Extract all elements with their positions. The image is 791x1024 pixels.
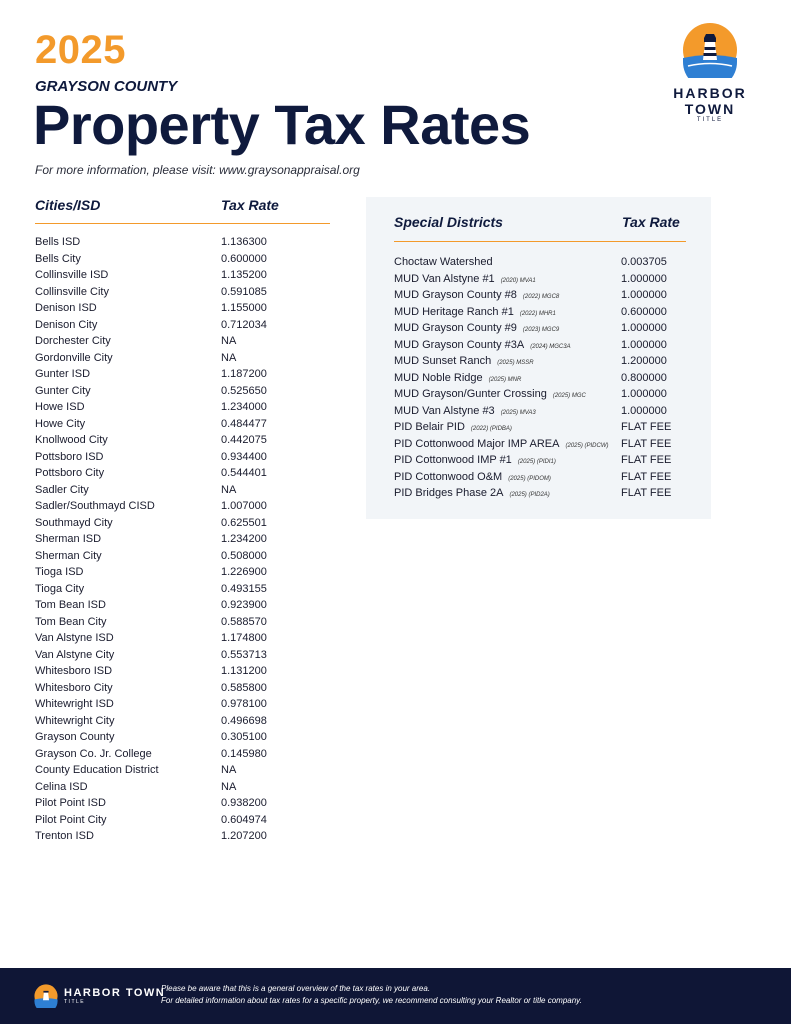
row-rate: 1.207200 xyxy=(221,830,267,842)
row-name xyxy=(35,713,221,730)
row-rate: 0.553713 xyxy=(221,648,267,661)
row-rate: 0.591085 xyxy=(221,285,267,298)
row-rate: 1.131200 xyxy=(221,665,267,677)
row-name xyxy=(394,436,621,453)
row-rate: 1.155000 xyxy=(221,302,267,314)
disclaimer xyxy=(161,983,582,1007)
district-name: Collinsville ISD xyxy=(35,269,109,281)
row-name xyxy=(35,251,221,268)
row-name xyxy=(35,696,221,713)
year: 2025 xyxy=(35,28,126,72)
district-code: (2025) (PIDCW) xyxy=(565,442,609,449)
table-row xyxy=(35,696,330,713)
cities-col-rate: Tax Rate xyxy=(221,197,279,213)
disclaimer-line-1: Please be aware that this is a general overview of the tax rates in your area. xyxy=(161,984,431,993)
row-rate: 1.000000 xyxy=(621,272,667,285)
lighthouse-icon xyxy=(682,22,738,78)
row-name xyxy=(35,828,221,845)
district-name: MUD Grayson County #9 xyxy=(394,322,517,334)
row-rate: 0.625501 xyxy=(221,516,267,529)
row-rate: 0.800000 xyxy=(621,371,667,384)
row-rate: 0.978100 xyxy=(221,698,267,710)
row-name xyxy=(35,614,221,631)
district-name: Tioga City xyxy=(35,582,85,595)
row-rate: 1.000000 xyxy=(621,404,667,417)
row-rate: 0.544401 xyxy=(221,467,267,479)
row-rate: 0.145980 xyxy=(221,747,267,760)
table-row xyxy=(394,469,704,486)
row-rate: 0.588570 xyxy=(221,615,267,628)
row-name xyxy=(35,663,221,680)
table-row xyxy=(394,370,704,387)
district-name: Sadler City xyxy=(35,483,89,496)
table-row xyxy=(35,762,330,779)
special-col-rate: Tax Rate xyxy=(622,214,680,230)
district-name: Denison City xyxy=(35,318,98,331)
row-rate: 0.442075 xyxy=(221,434,267,446)
row-rate: FLAT FEE xyxy=(621,421,672,433)
table-row xyxy=(394,452,704,469)
district-code: (2025) (PIDOM) xyxy=(508,475,551,482)
district-name: MUD Sunset Ranch xyxy=(394,355,492,367)
district-code: (2025) (PIDI1) xyxy=(517,459,556,465)
row-rate: 1.000000 xyxy=(621,388,667,400)
row-rate: 0.508000 xyxy=(221,549,267,562)
row-name xyxy=(394,287,621,304)
table-row xyxy=(35,366,330,383)
row-name xyxy=(35,762,221,779)
district-name: MUD Grayson County #8 xyxy=(394,289,517,301)
row-rate: 0.493155 xyxy=(221,582,267,595)
row-rate: 0.525650 xyxy=(221,384,267,397)
table-row xyxy=(35,465,330,482)
harbor-town-logo xyxy=(650,22,770,123)
district-name: Whitesboro City xyxy=(35,681,113,694)
district-name: Van Alstyne City xyxy=(35,648,115,661)
table-row xyxy=(35,795,330,812)
logo-name: HARBOR TOWN xyxy=(673,85,747,117)
district-name: Gunter ISD xyxy=(35,368,91,380)
table-row xyxy=(394,485,704,502)
row-name xyxy=(35,366,221,383)
table-row xyxy=(394,386,704,403)
district-name: Knollwood City xyxy=(35,434,108,446)
row-name xyxy=(35,564,221,581)
table-row xyxy=(35,647,330,664)
row-name xyxy=(394,370,621,387)
district-code: (2022) MHR1 xyxy=(519,310,556,317)
row-name xyxy=(35,432,221,449)
table-row xyxy=(35,416,330,433)
district-code: (2025) MVA3 xyxy=(500,409,536,416)
row-name xyxy=(35,399,221,416)
district-code: (2025) MSSR xyxy=(497,360,534,366)
district-name: Tom Bean ISD xyxy=(35,599,106,611)
table-row xyxy=(394,353,704,370)
district-name: Collinsville City xyxy=(35,285,109,298)
district-name: Denison ISD xyxy=(35,302,97,314)
row-name xyxy=(35,449,221,466)
row-rate: 1.000000 xyxy=(621,338,667,351)
table-row xyxy=(35,498,330,515)
row-rate: 0.484477 xyxy=(221,417,267,430)
row-name xyxy=(35,465,221,482)
row-name xyxy=(394,403,621,420)
row-rate: 1.136300 xyxy=(221,236,267,248)
footer-logo-name: HARBOR TOWN xyxy=(64,987,166,999)
district-name: PID Belair PID xyxy=(394,421,465,433)
row-name xyxy=(35,416,221,433)
table-row xyxy=(35,399,330,416)
row-rate: 0.712034 xyxy=(221,318,267,331)
header-divider xyxy=(35,223,330,224)
row-rate: 1.000000 xyxy=(621,322,667,334)
row-rate: 0.604974 xyxy=(221,813,267,826)
row-rate: 1.234200 xyxy=(221,533,267,545)
table-row xyxy=(394,271,704,288)
row-rate: 0.600000 xyxy=(221,252,267,265)
table-row xyxy=(35,779,330,796)
cities-rows xyxy=(35,234,330,845)
row-name xyxy=(35,548,221,565)
district-name: MUD Van Alstyne #1 xyxy=(394,272,495,285)
lighthouse-icon xyxy=(34,984,58,1008)
county-name: GRAYSON COUNTY xyxy=(35,78,178,95)
table-row xyxy=(35,713,330,730)
district-name: MUD Grayson/Gunter Crossing xyxy=(394,388,547,400)
district-name: Pottsboro City xyxy=(35,467,105,479)
table-row xyxy=(35,663,330,680)
row-name xyxy=(35,498,221,515)
district-name: Pilot Point ISD xyxy=(35,797,106,809)
cities-header xyxy=(35,197,330,219)
row-name xyxy=(35,284,221,301)
table-row xyxy=(35,746,330,763)
cities-col-name: Cities/ISD xyxy=(35,197,101,213)
special-col-name: Special Districts xyxy=(394,214,503,230)
district-name: Bells City xyxy=(35,252,81,265)
row-name xyxy=(35,812,221,829)
row-name xyxy=(394,353,621,370)
special-divider xyxy=(394,241,686,242)
district-name: PID Cottonwood O&M xyxy=(394,470,503,483)
table-row xyxy=(35,482,330,499)
district-name: Whitesboro ISD xyxy=(35,665,113,677)
row-name xyxy=(35,267,221,284)
row-rate: NA xyxy=(221,780,237,793)
row-name xyxy=(394,469,621,486)
table-row xyxy=(35,350,330,367)
district-code: (2022) MGC8 xyxy=(522,294,560,300)
district-name: Dorchester City xyxy=(35,335,111,347)
table-row xyxy=(35,531,330,548)
table-row xyxy=(394,436,704,453)
table-row xyxy=(394,254,704,271)
district-name: Sherman City xyxy=(35,549,102,562)
row-name xyxy=(35,729,221,746)
district-name: MUD Grayson County #3A xyxy=(394,338,525,351)
row-rate: 1.226900 xyxy=(221,566,267,578)
district-name: Grayson Co. Jr. College xyxy=(35,747,152,760)
table-row xyxy=(35,515,330,532)
row-rate: 1.187200 xyxy=(221,368,267,380)
table-row xyxy=(35,680,330,697)
row-rate: NA xyxy=(221,483,237,496)
footer-logo xyxy=(34,984,165,1008)
district-code: (2020) MVA1 xyxy=(500,277,536,284)
footer-logo-sub: TITLE xyxy=(64,999,86,1005)
row-name xyxy=(35,482,221,499)
row-name xyxy=(35,779,221,796)
district-name: Trenton ISD xyxy=(35,830,94,842)
row-name xyxy=(394,271,621,288)
district-name: Grayson County xyxy=(35,731,115,743)
table-row xyxy=(35,234,330,251)
row-name xyxy=(35,300,221,317)
district-name: MUD Van Alstyne #3 xyxy=(394,404,495,417)
district-code: (2024) MGC3A xyxy=(530,343,571,350)
table-row xyxy=(35,449,330,466)
row-name xyxy=(394,419,621,436)
table-row xyxy=(35,828,330,845)
row-name xyxy=(394,254,621,271)
row-name xyxy=(35,630,221,647)
table-row xyxy=(35,432,330,449)
page-title: Property Tax Rates xyxy=(33,93,531,156)
info-line: For more information, please visit: www.graysonappraisal.org xyxy=(35,163,360,177)
table-row xyxy=(35,729,330,746)
district-name: Howe ISD xyxy=(35,401,85,413)
logo-sub: TITLE xyxy=(696,117,724,123)
row-name xyxy=(394,337,621,354)
row-rate: 1.174800 xyxy=(221,632,267,644)
district-name: Pilot Point City xyxy=(35,813,107,826)
row-rate: 1.200000 xyxy=(621,355,667,367)
district-name: Celina ISD xyxy=(35,780,88,793)
disclaimer-line-2: For detailed information about tax rates for a specific property, we recommend consulting your Realtor or title company. xyxy=(161,996,582,1005)
table-row xyxy=(35,564,330,581)
district-code: (2023) MGC9 xyxy=(522,327,560,333)
district-code: (2022) (PIDBA) xyxy=(470,426,512,432)
row-rate: FLAT FEE xyxy=(621,487,672,499)
row-rate: FLAT FEE xyxy=(621,437,672,450)
cities-table xyxy=(35,197,330,845)
row-rate: FLAT FEE xyxy=(621,470,672,483)
row-name xyxy=(35,383,221,400)
row-name xyxy=(394,386,621,403)
row-rate: 0.600000 xyxy=(621,305,667,318)
special-districts-panel xyxy=(366,197,711,519)
district-name: County Education District xyxy=(35,764,159,776)
row-rate: 1.234000 xyxy=(221,401,267,413)
district-code: (2025) MNR xyxy=(488,376,522,383)
table-row xyxy=(394,337,704,354)
row-rate: 0.305100 xyxy=(221,731,267,743)
table-row xyxy=(394,304,704,321)
row-rate: 1.000000 xyxy=(621,289,667,301)
district-name: PID Cottonwood Major IMP AREA xyxy=(394,437,560,450)
row-name xyxy=(394,452,621,469)
special-rows xyxy=(394,254,704,502)
district-name: Van Alstyne ISD xyxy=(35,632,114,644)
row-rate: 1.007000 xyxy=(221,500,267,512)
district-name: MUD Noble Ridge xyxy=(394,371,483,384)
row-rate: 0.934400 xyxy=(221,450,267,463)
row-name xyxy=(35,333,221,350)
district-name: Southmayd City xyxy=(35,516,113,529)
table-row xyxy=(35,284,330,301)
district-name: Whitewright City xyxy=(35,714,115,727)
row-name xyxy=(35,581,221,598)
table-row xyxy=(35,597,330,614)
table-row xyxy=(35,630,330,647)
table-row xyxy=(35,812,330,829)
district-name: Gordonville City xyxy=(35,351,113,364)
row-rate: NA xyxy=(221,764,237,776)
row-name xyxy=(35,795,221,812)
district-name: Tom Bean City xyxy=(35,615,107,628)
row-name xyxy=(35,350,221,367)
district-name: Bells ISD xyxy=(35,236,81,248)
district-name: Sadler/Southmayd CISD xyxy=(35,500,155,512)
special-header xyxy=(394,214,688,236)
row-name xyxy=(35,680,221,697)
district-name: Pottsboro ISD xyxy=(35,450,104,463)
district-name: Sherman ISD xyxy=(35,533,102,545)
row-rate: 0.496698 xyxy=(221,714,267,727)
row-name xyxy=(394,304,621,321)
row-name xyxy=(35,531,221,548)
row-rate: 0.585800 xyxy=(221,681,267,694)
row-name xyxy=(35,234,221,251)
district-name: Choctaw Watershed xyxy=(394,256,493,268)
row-name xyxy=(35,647,221,664)
table-row xyxy=(394,403,704,420)
table-row xyxy=(35,548,330,565)
district-name: Gunter City xyxy=(35,384,91,397)
row-rate: NA xyxy=(221,335,237,347)
table-row xyxy=(35,300,330,317)
district-name: Whitewright ISD xyxy=(35,698,114,710)
row-rate: 0.003705 xyxy=(621,256,667,268)
row-name xyxy=(35,317,221,334)
row-name xyxy=(35,746,221,763)
district-name: Howe City xyxy=(35,417,86,430)
table-row xyxy=(394,419,704,436)
row-rate: 1.135200 xyxy=(221,269,267,281)
row-rate: 0.938200 xyxy=(221,797,267,809)
row-name xyxy=(35,515,221,532)
table-row xyxy=(35,614,330,631)
district-name: PID Bridges Phase 2A xyxy=(394,487,504,499)
district-name: MUD Heritage Ranch #1 xyxy=(394,305,514,318)
table-row xyxy=(35,317,330,334)
table-row xyxy=(394,287,704,304)
row-name xyxy=(35,597,221,614)
table-row xyxy=(35,251,330,268)
row-rate: 0.923900 xyxy=(221,599,267,611)
table-row xyxy=(35,333,330,350)
district-name: PID Cottonwood IMP #1 xyxy=(394,454,512,466)
table-row xyxy=(35,581,330,598)
table-row xyxy=(35,383,330,400)
row-rate: NA xyxy=(221,351,237,364)
district-code: (2025) MGC xyxy=(552,393,586,399)
row-rate: FLAT FEE xyxy=(621,454,672,466)
table-row xyxy=(394,320,704,337)
row-name xyxy=(394,320,621,337)
table-row xyxy=(35,267,330,284)
row-name xyxy=(394,485,621,502)
district-name: Tioga ISD xyxy=(35,566,84,578)
district-code: (2025) (PID2A) xyxy=(509,492,550,498)
footer xyxy=(0,968,791,1024)
